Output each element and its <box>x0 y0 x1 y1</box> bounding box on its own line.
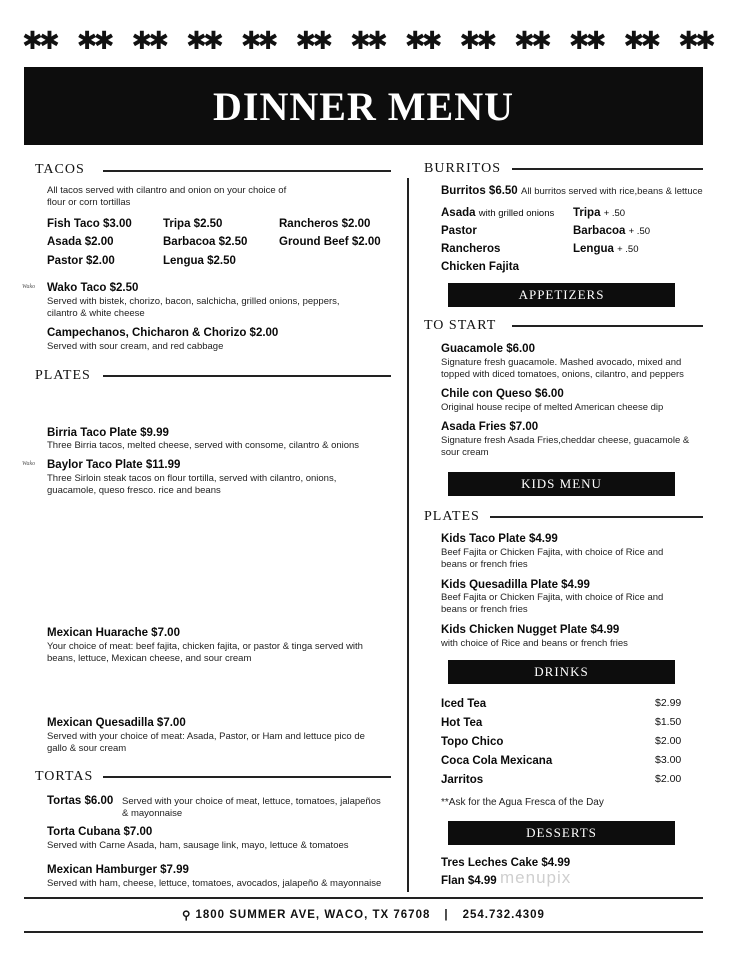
kids-plates-rule <box>490 516 703 518</box>
burrito-extra-name: Tripa <box>573 207 601 219</box>
plate-title: Mexican Quesadilla $7.00 <box>47 717 186 729</box>
burrito-extra-name: Lengua <box>573 243 614 255</box>
burritos-note: All burritos served with rice,beans & lettuce <box>521 186 703 197</box>
drink-price: $3.00 <box>655 754 682 766</box>
burrito-extra <box>573 243 639 255</box>
ornament-icon: ✱✱ <box>295 26 330 55</box>
burrito-extra-price: + .50 <box>617 244 639 255</box>
kids-item-desc: Beef Fajita or Chicken Fajita, with choice of Rice and beans or french fries <box>441 547 664 570</box>
torta-title: Torta Cubana $7.00 <box>47 826 153 838</box>
dessert-item: Tres Leches Cake $4.99 <box>441 857 571 869</box>
torta-desc: Served with ham, cheese, lettuce, tomatoes, avocados, jalapeño & mayonnaise <box>47 878 382 889</box>
tacos-heading: TACOS <box>35 162 85 177</box>
ornament-icon: ✱✱ <box>459 26 494 55</box>
plate-desc: Three Birria tacos, melted cheese, served with consome, cilantro & onions <box>47 440 360 451</box>
footer-address: 1800 SUMMER AVE, WACO, TX 76708 <box>195 909 431 921</box>
appetizer-title: Chile con Queso $6.00 <box>441 388 564 400</box>
burrito-option-note: with grilled onions <box>478 208 555 219</box>
torta-desc: Served with Carne Asada, ham, sausage link, mayo, lettuce & tomatoes <box>47 840 349 851</box>
plate-title: Birria Taco Plate $9.99 <box>47 427 169 439</box>
torta-desc: Served with your choice of meat, lettuce, tomatoes, jalapeños & mayonnaise <box>122 796 381 819</box>
taco-item: Fish Taco $3.00 <box>47 218 132 230</box>
ornament-icon: ✱✱ <box>240 26 275 55</box>
wako-badge-logo: Wako <box>22 461 36 467</box>
drink-name: Coca Cola Mexicana <box>441 755 553 767</box>
tacos-intro: All tacos served with cilantro and onion on your choice of flour or corn tortillas <box>47 185 287 208</box>
taco-item: Pastor $2.00 <box>47 255 115 267</box>
drink-price: $1.50 <box>655 716 682 728</box>
taco-item: Barbacoa $2.50 <box>163 236 248 248</box>
burrito-option: Chicken Fajita <box>441 261 519 273</box>
ornament-icon: ✱✱ <box>76 26 111 55</box>
to-start-rule <box>512 325 703 327</box>
drink-price: $2.00 <box>655 773 682 785</box>
appetizer-title: Asada Fries $7.00 <box>441 421 539 433</box>
drink-name: Iced Tea <box>441 698 487 710</box>
ornament-icon: ✱✱ <box>514 26 548 55</box>
wako-badge-logo: Wako <box>22 284 36 290</box>
taco-item: Lengua $2.50 <box>163 255 236 267</box>
tortas-heading: TORTAS <box>35 769 94 784</box>
appetizer-title: Guacamole $6.00 <box>441 343 535 355</box>
watermark: menupix <box>500 868 572 887</box>
burrito-option <box>441 207 554 219</box>
burrito-extra-price: + .50 <box>603 208 626 219</box>
drink-price: $2.99 <box>655 697 682 709</box>
drink-name: Topo Chico <box>441 736 504 748</box>
ornament-icon: ✱✱ <box>131 26 166 55</box>
kids-item-title: Kids Chicken Nugget Plate $4.99 <box>441 624 620 636</box>
torta-title: Mexican Hamburger $7.99 <box>47 864 189 876</box>
campechanos-desc: Served with sour cream, and red cabbage <box>47 341 224 352</box>
plates-heading: PLATES <box>35 368 91 383</box>
plates-rule <box>103 375 391 377</box>
plate-desc: Served with your choice of meat: Asada, Pastor, or Ham and lettuce pico de gallo & sour cream <box>47 731 365 754</box>
kids-item-desc: with choice of Rice and beans or french fries <box>441 638 628 649</box>
taco-item: Ground Beef $2.00 <box>279 236 381 248</box>
menu-title-banner: DINNER MENU <box>24 67 703 145</box>
kids-item-desc: Beef Fajita or Chicken Fajita, with choice of Rice and beans or french fries <box>441 592 664 615</box>
tacos-rule <box>103 170 391 172</box>
appetizers-bar: APPETIZERS <box>448 283 675 307</box>
taco-item: Tripa $2.50 <box>163 218 223 230</box>
kids-menu-bar: KIDS MENU <box>448 472 675 496</box>
burritos-rule <box>512 168 703 170</box>
torta-title: Tortas $6.00 <box>47 795 114 807</box>
drink-name: Hot Tea <box>441 717 483 729</box>
footer-separator: | <box>444 909 449 921</box>
kids-item-title: Kids Quesadilla Plate $4.99 <box>441 579 590 591</box>
wako-taco-desc: Served with bistek, chorizo, bacon, salchicha, grilled onions, peppers, cilantro & white cheese <box>47 296 340 319</box>
burritos-title: Burritos $6.50 <box>441 185 518 197</box>
burritos-heading: BURRITOS <box>424 161 501 176</box>
column-divider <box>407 178 409 892</box>
burrito-extra-price: + .50 <box>628 226 651 237</box>
burrito-option: Pastor <box>441 225 477 237</box>
burrito-extra <box>573 207 625 219</box>
appetizer-desc: Signature fresh guacamole. Mashed avocado, mixed and topped with diced tomatoes, onions, cilantro, and peppers <box>441 357 684 380</box>
appetizer-desc: Original house recipe of melted American cheese dip <box>441 402 664 413</box>
appetizer-desc: Signature fresh Asada Fries,cheddar cheese, guacamole & sour cream <box>441 435 690 458</box>
drink-price: $2.00 <box>655 735 682 747</box>
ornament-row <box>22 28 712 54</box>
tortas-rule <box>103 776 391 778</box>
drinks-bar: DRINKS <box>448 660 675 684</box>
taco-item: Rancheros $2.00 <box>279 218 371 230</box>
plate-desc: Three Sirloin steak tacos on flour tortilla, served with cilantro, onions, guacamole, queso fresco. rice and beans <box>47 473 337 496</box>
ornament-icon: ✱✱ <box>678 26 712 55</box>
burrito-option-name: Asada <box>441 207 476 219</box>
campechanos-title: Campechanos, Chicharon & Chorizo $2.00 <box>47 327 279 339</box>
wako-taco-title: Wako Taco $2.50 <box>47 282 139 294</box>
burrito-extra <box>573 225 650 237</box>
ornament-icon: ✱✱ <box>623 26 658 55</box>
drinks-note: **Ask for the Agua Fresca of the Day <box>441 797 604 808</box>
footer-contact-bar <box>24 897 703 933</box>
ornament-icon: ✱✱ <box>568 26 603 55</box>
desserts-bar: DESSERTS <box>448 821 675 845</box>
kids-plates-heading: PLATES <box>424 509 480 524</box>
location-pin-icon: ⚲ <box>182 910 192 922</box>
kids-item-title: Kids Taco Plate $4.99 <box>441 533 558 545</box>
taco-item: Asada $2.00 <box>47 236 114 248</box>
ornament-icon: ✱✱ <box>404 26 439 55</box>
plate-title: Baylor Taco Plate $11.99 <box>47 459 181 471</box>
ornament-icon: ✱✱ <box>22 26 56 55</box>
to-start-heading: TO START <box>424 318 497 333</box>
plate-desc: Your choice of meat: beef fajita, chicken fajita, or pastor & tinga served with beans, lettuce, Mexican cheese, and sour cream <box>47 641 363 664</box>
plate-title: Mexican Huarache $7.00 <box>47 627 180 639</box>
drink-name: Jarritos <box>441 774 484 786</box>
ornament-icon: ✱✱ <box>186 26 220 55</box>
burrito-extra-name: Barbacoa <box>573 225 626 237</box>
dessert-item: Flan $4.99 <box>441 875 497 887</box>
footer-phone[interactable]: 254.732.4309 <box>462 909 545 921</box>
burrito-option: Rancheros <box>441 243 501 255</box>
ornament-icon: ✱✱ <box>350 26 384 55</box>
